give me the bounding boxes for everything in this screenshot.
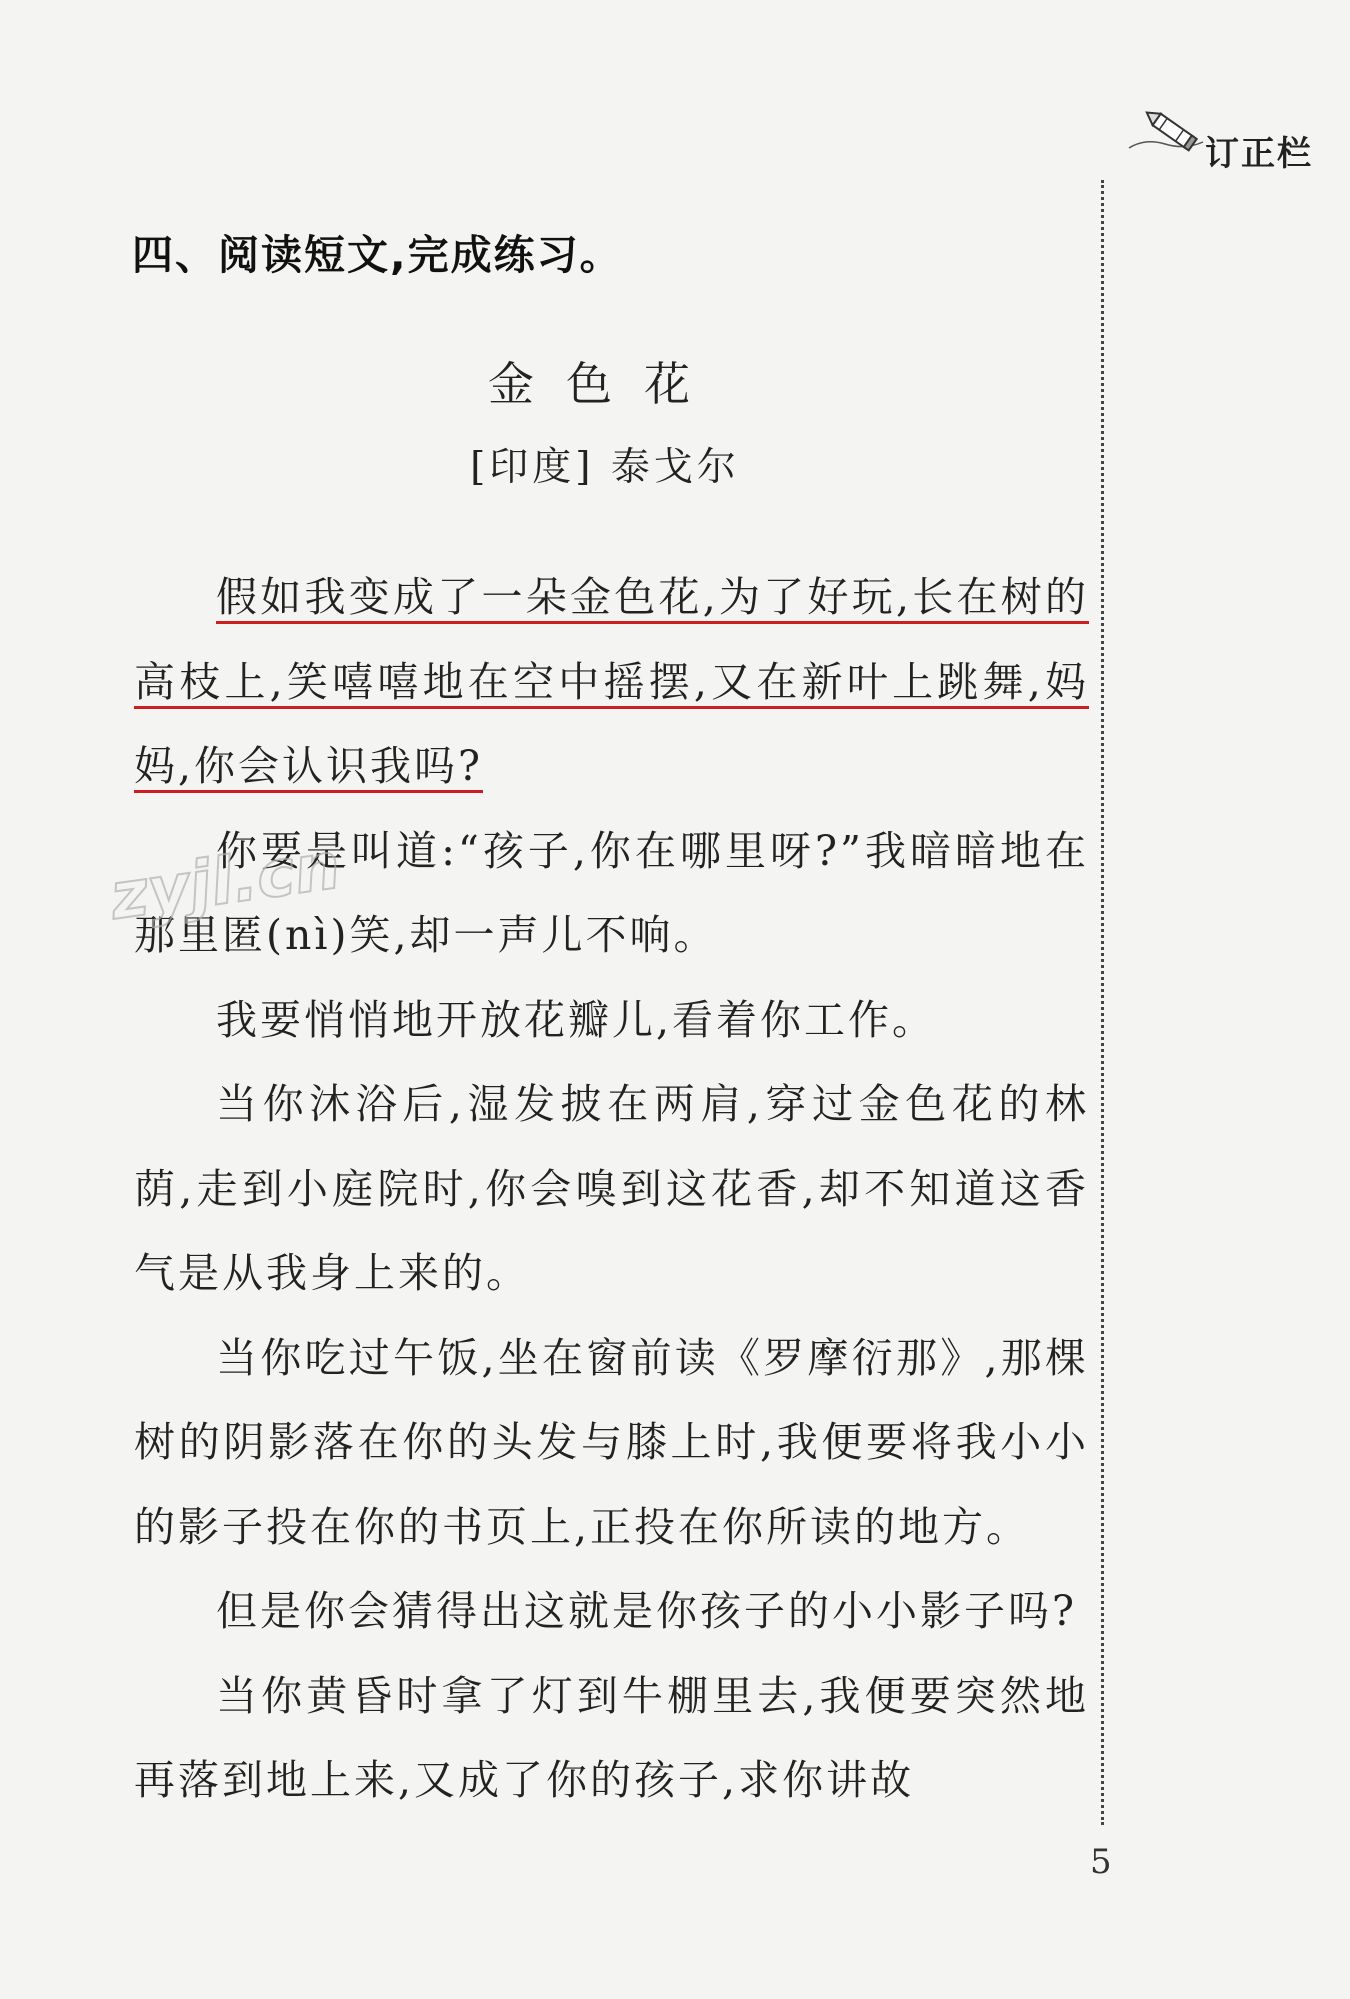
article-paragraph-4: 当你沐浴后,湿发披在两肩,穿过金色花的林荫,走到小庭院时,你会嗅到这花香,却不知道这香气是从我身上来的。 bbox=[134, 1080, 1089, 1297]
page-number: 5 bbox=[1090, 1842, 1112, 1882]
article-paragraph-7: 当你黄昏时拿了灯到牛棚里去,我便要突然地再落到地上来,又成了你的孩子,求你讲故 bbox=[134, 1671, 1089, 1804]
article-paragraph-3: 我要悄悄地开放花瓣儿,看着你工作。 bbox=[216, 995, 937, 1044]
underlined-passage: 假如我变成了一朵金色花,为了好玩,长在树的高枝上,笑嘻嘻地在空中摇摆,又在新叶上跳舞,妈妈,你会认识我吗? bbox=[134, 573, 1089, 790]
article-author: [印度] 泰戈尔 bbox=[470, 445, 740, 490]
article-paragraph-1 bbox=[134, 555, 1089, 809]
article-body bbox=[134, 555, 1089, 1823]
article-paragraph-5: 当你吃过午饭,坐在窗前读《罗摩衍那》,那棵树的阴影落在你的头发与膝上时,我便要将我小小的影子投在你的书页上,正投在你所读的地方。 bbox=[134, 1333, 1089, 1551]
correction-column-label: 订正栏 bbox=[1205, 134, 1313, 174]
correction-column-header bbox=[1095, 108, 1330, 174]
watermark: zyjl.cn bbox=[105, 829, 345, 935]
exercise-heading: 四、阅读短文,完成练习。 bbox=[132, 231, 623, 279]
article-paragraph-2: 你要是叫道:“孩子,你在哪里呀?”我暗暗地在那里匿(nì)笑,却一声儿不响。 bbox=[134, 826, 1089, 959]
article-paragraph-6: 但是你会猜得出这就是你孩子的小小影子吗? bbox=[216, 1587, 1077, 1635]
correction-column-divider bbox=[1101, 180, 1104, 1825]
pencil-icon bbox=[1125, 108, 1205, 164]
article-title: 金色花 bbox=[488, 357, 722, 411]
